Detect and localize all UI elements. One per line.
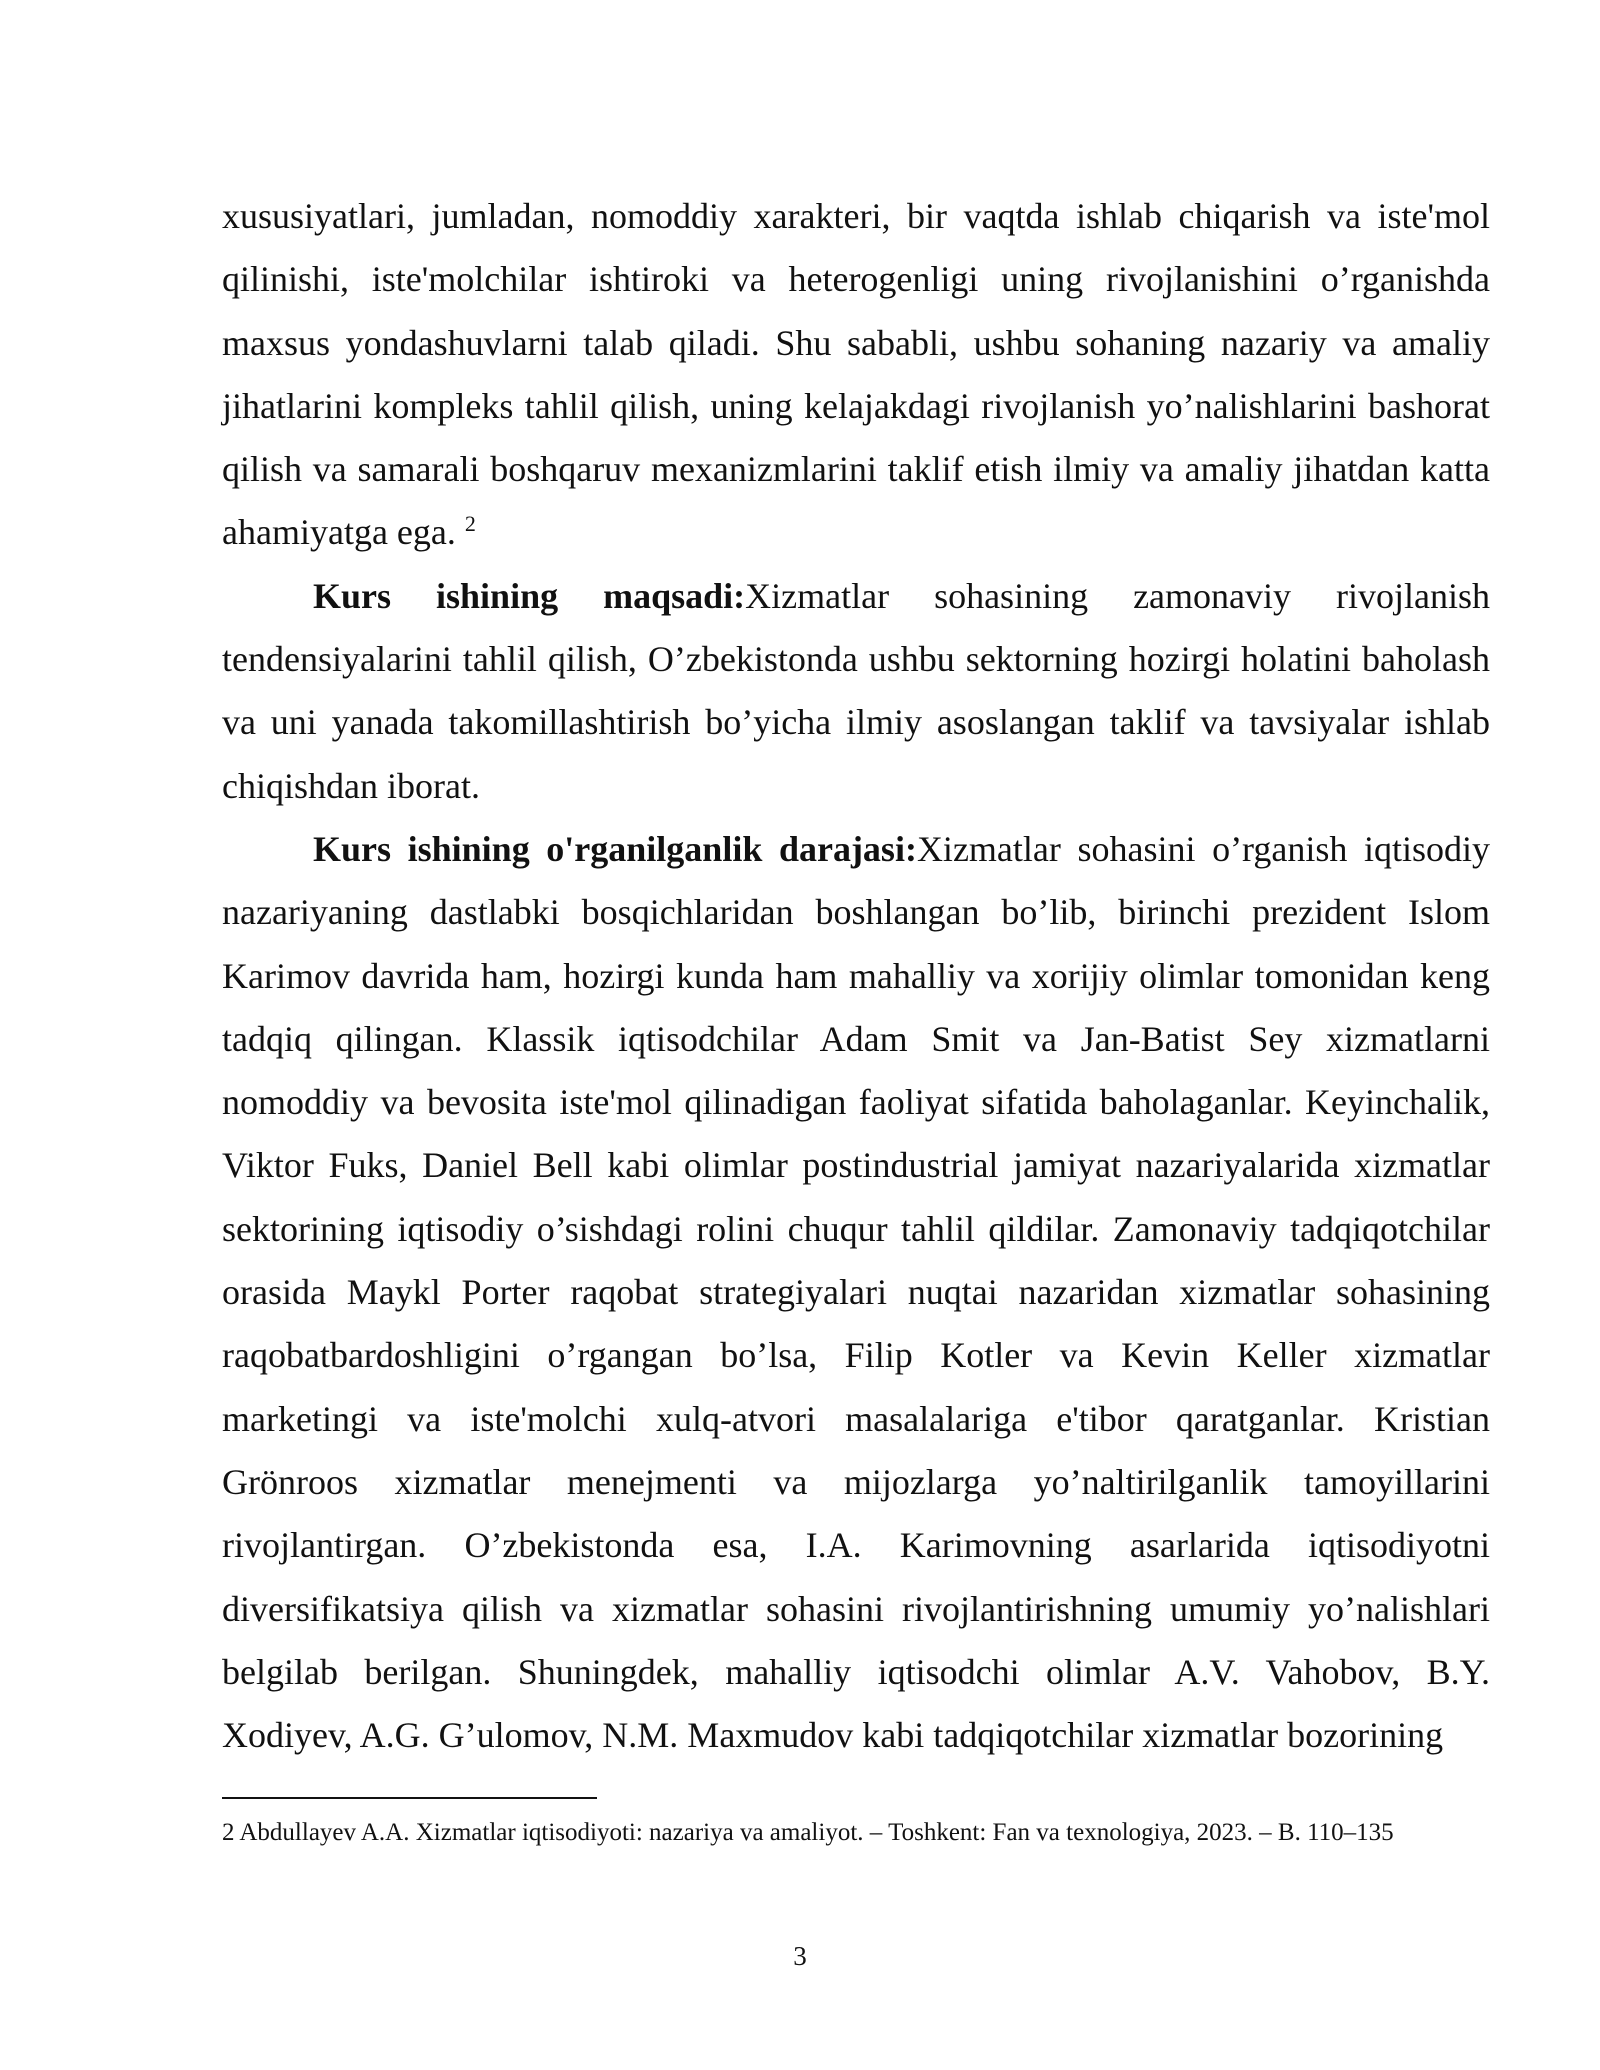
paragraph-text: xususiyatlari, jumladan, nomoddiy xarakteri, bir vaqtda ishlab chiqarish va iste'mol qilinishi, iste'molchilar ishtiroki va heterogenligi uning rivojlanishini o’rganishda maxsus yondashuvlarni talab qiladi. Shu sababli, ushbu sohaning nazariy va amaliy jihatlarini kompleks tahlil qilish, uning kelajakdagi rivojlanish yo’nalishlarini bashorat qilish va samarali boshqaruv mexanizmlarini taklif etish ilmiy va amaliy jihatdan katta ahamiyatga ega. — [222, 196, 1490, 553]
body-text — [222, 185, 1490, 1767]
paragraph-heading: Kurs ishining o'rganilganlik darajasi: — [313, 828, 917, 869]
paragraph-research-level — [222, 818, 1490, 1767]
paragraph-text: Xizmatlar sohasining zamonaviy rivojlanish tendensiyalarini tahlil qilish, O’zbekistonda ushbu sektorning hozirgi holatini baholash va uni yanada takomillashtirish bo’yicha ilmiy asoslangan taklif va tavsiyalar ishlab chiqishdan iborat. — [222, 575, 1491, 806]
paragraph-intro-continuation — [222, 185, 1490, 565]
paragraph-course-goal — [222, 565, 1490, 818]
paragraph-text: Xizmatlar sohasini o’rganish iqtisodiy nazariyaning dastlabki bosqichlaridan boshlangan bo’lib, birinchi prezident Islom Karimov davrida ham, hozirgi kunda ham mahalliy va xorijiy olimlar tomonidan keng tadqiq qilingan. Klassik iqtisodchilar Adam Smit va Jan-Batist Sey xizmatlarni nomoddiy va bevosita iste'mol qilinadigan faoliyat sifatida baholaganlar. Keyinchalik, Viktor Fuks, Daniel Bell kabi olimlar postindustrial jamiyat nazariyalarida xizmatlar sektorining iqtisodiy o’sishdagi rolini chuqur tahlil qildilar. Zamonaviy tadqiqotchilar orasida Maykl Porter raqobat strategiyalari nuqtai nazaridan xizmatlar sohasining raqobatbardoshligini o’rgangan bo’lsa, Filip Kotler va Kevin Keller xizmatlar marketingi va iste'molchi xulq-atvori masalalariga e'tibor qaratganlar. Kristian Grönroos xizmatlar menejmenti va mijozlarga yo’naltirilganlik tamoyillarini rivojlantirgan. O’zbekistonda esa, I.A. Karimovning asarlarida iqtisodiyotni diversifikatsiya qilish va xizmatlar sohasini rivojlantirishning umumiy yo’nalishlari belgilab berilgan. Shuningdek, mahalliy iqtisodchi olimlar A.V. Vahobov, B.Y. Xodiyev, A.G. G’ulomov, N.M. Maxmudov kabi tadqiqotchilar xizmatlar bozorining — [222, 828, 1490, 1756]
footnote-reference: 2 — [464, 511, 476, 537]
page-number: 3 — [793, 1941, 807, 1971]
paragraph-heading: Kurs ishining maqsadi: — [313, 575, 746, 616]
footnote-separator — [222, 1797, 597, 1799]
footnote: 2 Abdullayev A.A. Xizmatlar iqtisodiyoti: nazariya va amaliyot. – Toshkent: Fan va texnologiya, 2023. – B. 110–135 — [222, 1819, 1394, 1846]
